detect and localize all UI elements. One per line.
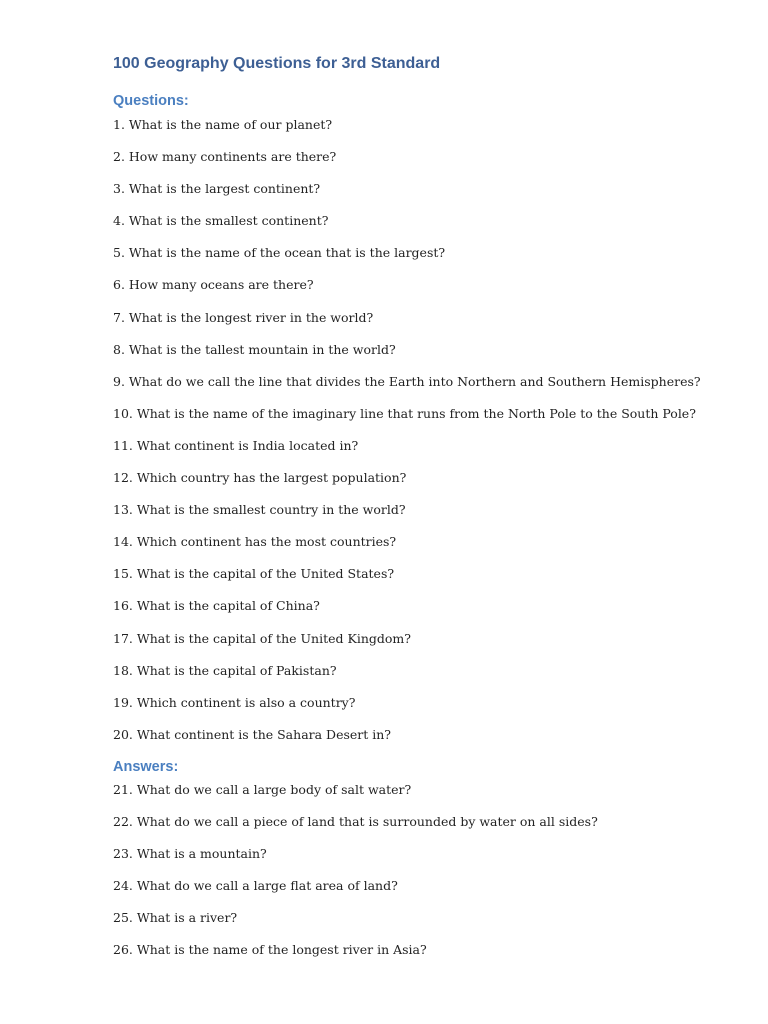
question-item: 21. What do we call a large body of salt water? — [113, 782, 412, 797]
question-item: 11. What continent is India located in? — [113, 437, 359, 453]
questions-heading: Questions: — [113, 93, 189, 109]
question-item: 3. What is the largest continent? — [113, 181, 321, 197]
question-item: 17. What is the capital of the United Kingdom? — [113, 630, 411, 646]
answers-heading: Answers: — [113, 759, 179, 775]
question-item: 2. How many continents are there? — [113, 149, 337, 165]
question-item: 9. What do we call the line that divides the Earth into Northern and Southern Hemispheres? — [113, 373, 701, 389]
question-item: 8. What is the tallest mountain in the world? — [113, 341, 396, 357]
question-item: 18. What is the capital of Pakistan? — [113, 662, 337, 678]
question-item: 4. What is the smallest continent? — [113, 213, 329, 229]
questions-list — [113, 116, 701, 758]
answers-list — [113, 781, 598, 974]
question-item: 22. What do we call a piece of land that is surrounded by water on all sides? — [113, 814, 598, 830]
question-item: 23. What is a mountain? — [113, 846, 267, 862]
question-item: 13. What is the smallest country in the world? — [113, 502, 406, 518]
question-item: 20. What continent is the Sahara Desert in? — [113, 726, 391, 742]
question-item: 7. What is the longest river in the world? — [113, 309, 374, 325]
question-item: 5. What is the name of the ocean that is the largest? — [113, 245, 446, 261]
question-item: 14. Which continent has the most countries? — [113, 534, 397, 550]
question-item: 24. What do we call a large flat area of land? — [113, 878, 398, 894]
question-item: 10. What is the name of the imaginary line that runs from the North Pole to the South Pole? — [113, 405, 696, 421]
question-item: 1. What is the name of our planet? — [113, 117, 333, 132]
question-item: 26. What is the name of the longest river in Asia? — [113, 942, 427, 958]
question-item: 19. Which continent is also a country? — [113, 694, 356, 710]
question-item: 12. Which country has the largest population? — [113, 470, 407, 486]
question-item: 6. How many oceans are there? — [113, 277, 314, 293]
question-item: 15. What is the capital of the United States? — [113, 566, 395, 582]
question-item: 25. What is a river? — [113, 910, 238, 926]
document-title: 100 Geography Questions for 3rd Standard — [113, 55, 441, 72]
question-item: 16. What is the capital of China? — [113, 598, 320, 614]
